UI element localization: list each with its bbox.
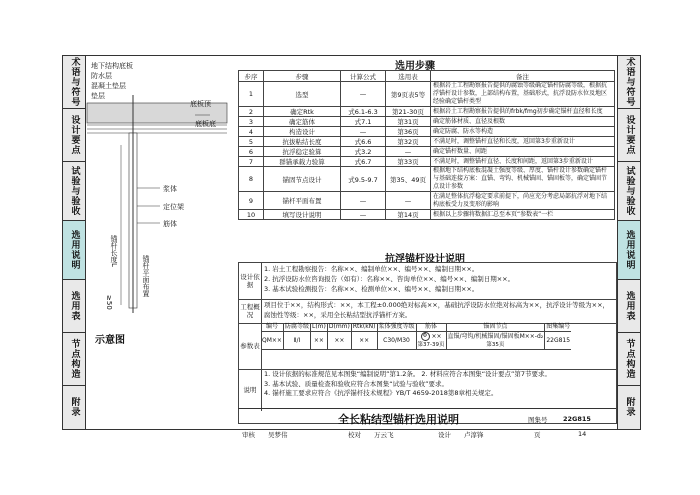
note-1-text: 1. 设计依据的标准规范见本图集“编制说明”第1.2条。 <box>264 370 420 378</box>
step-note: 确定锚杆数量、间距 <box>431 147 615 157</box>
step-note: 根据以上步骤将数据汇总至本页“参数表”一栏 <box>431 210 615 220</box>
overview-text: 项目位于××，结构形式：××，本工程±0.000绝对标高××，基础抗浮设防水位绝对标高为××，抗浮设计等级为××，腐蚀性等级：××，采用全长粘结型抗浮锚杆方案。 <box>264 301 610 319</box>
param-v-atlas: 22G815 <box>545 332 572 350</box>
param-h-grade: 防腐等级 <box>284 323 309 330</box>
step-name: 抗拔粘结长度 <box>264 137 341 147</box>
step-note: 确定筋体材质、直径及根数 <box>431 117 615 127</box>
step-formula: 式6.7 <box>341 157 386 167</box>
steps-row <box>239 147 615 157</box>
step-no: 6 <box>239 147 264 157</box>
label-grout: 浆体 <box>163 185 177 193</box>
step-formula: — <box>341 82 386 107</box>
param-sub-1: 第37-39页 <box>417 342 445 348</box>
note-3: 3. 基本试验、质量检查和验收应符合本图集“试验与验收”要求。 <box>264 379 449 388</box>
step-name: 锚杆平面布置 <box>264 192 341 210</box>
page-label: 页 <box>534 431 541 439</box>
step-formula: 式7.1 <box>341 117 386 127</box>
label-spacer: 定位架 <box>163 203 184 211</box>
left-nav-selection-notes[interactable]: 选用说明 <box>63 221 85 280</box>
steps-row <box>239 192 615 210</box>
param-h-l: L(m) <box>311 323 326 330</box>
step-table: 第36页 <box>386 127 431 137</box>
right-nav-selection-table[interactable]: 选用表 <box>618 280 640 333</box>
step-note: 不满足时，调整锚杆直径和长度，返回第3步重新设计 <box>431 137 615 147</box>
steps-body <box>239 82 615 220</box>
step-no: 1 <box>239 82 264 107</box>
step-formula: 式3.2 <box>341 147 386 157</box>
param-h-id: 编号 <box>261 323 283 332</box>
step-formula: — <box>341 210 386 220</box>
param-h-atlas: 图集编号 <box>546 323 571 330</box>
left-nav-terms[interactable]: 术语与符号 <box>63 56 85 109</box>
notes-text <box>264 370 614 399</box>
step-table: 第31页 <box>386 117 431 127</box>
left-nav-appendix[interactable]: 附录 <box>69 397 80 417</box>
steps-title: 选用步骤 <box>395 61 435 72</box>
right-nav-node[interactable]: 节点构造 <box>618 333 640 386</box>
step-formula: 式6.6 <box>341 137 386 147</box>
left-nav <box>62 55 86 430</box>
steps-header-formula: 计算公式 <box>341 71 386 82</box>
param-h-bar: 筋体 <box>416 323 446 332</box>
atlas-number: 22G815 <box>563 415 591 423</box>
notes-label: 说明 <box>239 369 262 411</box>
step-no: 8 <box>239 167 264 192</box>
step-no: 7 <box>239 157 264 167</box>
steps-row <box>239 167 615 192</box>
anchor-diagram-svg <box>85 55 235 355</box>
page-number: 14 <box>578 430 587 438</box>
right-nav <box>617 55 641 430</box>
basis-line-1: 1. 岩土工程勘察报告：名称××、编制单位××、编号××、编制日期××。 <box>264 265 479 273</box>
step-table: 第9页表5等 <box>386 82 431 107</box>
step-name: 填写设计说明 <box>264 210 341 220</box>
steps-header-table: 选用表 <box>386 71 431 82</box>
param-sub-2: 第35页 <box>486 341 505 348</box>
param-v-grade: Ⅱ/Ⅰ <box>283 332 310 350</box>
param-h-grout: 浆体强度等级 <box>378 323 415 330</box>
steps-header-step: 步骤 <box>264 71 341 82</box>
step-no: 5 <box>239 137 264 147</box>
step-note: 确定防腐、防水等构造 <box>431 127 615 137</box>
steps-header-no: 步序 <box>239 71 264 82</box>
step-note: 在满足整体抗浮稳定要求前提下，尚应充分考虑局部抗浮对地下结构底板受力及变形的影响 <box>431 192 615 210</box>
steps-row <box>239 127 615 137</box>
param-table <box>261 323 571 350</box>
param-header-row <box>261 323 571 332</box>
example-title: 抗浮锚杆设计说明 <box>385 254 465 265</box>
step-name: 抗浮稳定验算 <box>264 147 341 157</box>
design-label: 设计 <box>438 431 451 439</box>
param-h-d: D(mm) <box>328 323 350 330</box>
label-slab-top: 底板顶 <box>190 100 211 108</box>
step-table: 第33页 <box>386 157 431 167</box>
step-formula: 式9.5-9.7 <box>341 167 386 192</box>
step-no: 2 <box>239 107 264 117</box>
left-nav-node[interactable]: 节点构造 <box>63 333 85 386</box>
step-table: 第32页 <box>386 137 431 147</box>
overview-label: 工程概况 <box>239 299 262 323</box>
right-nav-selection-notes[interactable]: 选用说明 <box>618 221 640 280</box>
review-label: 审核 <box>242 431 255 439</box>
check-name: 万云飞 <box>374 431 394 439</box>
bar-symbol-icon: Φ <box>421 332 430 341</box>
step-note: 根据地下结构底板混凝土强度等级、厚度、锚杆设计参数确定锚杆与基础连接方案：直锚、弯钩、机械锚固、锚固板等，确定锚固节点设计参数 <box>431 167 615 192</box>
steps-table <box>238 70 615 220</box>
param-v-bar <box>416 332 446 350</box>
step-no: 9 <box>239 192 264 210</box>
layer-bed: 垫层 <box>91 92 105 100</box>
overview-row <box>239 299 616 324</box>
step-name: 确定筋体 <box>264 117 341 127</box>
step-note: 根据岩土工程勘察报告提供的frbk/fmg初步确定锚杆直径和长度 <box>431 107 615 117</box>
param-h-node: 锚固节点 <box>446 323 545 332</box>
basis-label: 设计依据 <box>239 263 262 299</box>
right-nav-design[interactable]: 设计要点 <box>618 109 640 162</box>
label-length: 锚杆长度L <box>110 235 118 267</box>
param-v-node <box>446 332 545 350</box>
step-name: 锚固节点设计 <box>264 167 341 192</box>
steps-row <box>239 210 615 220</box>
step-note: 不满足时，调整锚杆直径、长度和间距，返回第3步重新设计 <box>431 157 615 167</box>
steps-row <box>239 107 615 117</box>
title-block <box>238 408 616 441</box>
note-1 <box>264 370 614 380</box>
step-note: 根据岩土工程勘察报告提供的腐蚀等级确定锚杆防腐等级，根据抗浮锚杆设计参数，上部结构布置，基础形式，抗浮设防水位及地区经验确定锚杆类型 <box>431 82 615 107</box>
step-formula: — <box>341 192 386 210</box>
note-4: 4. 锚杆施工要求应符合《抗浮锚杆技术规程》YB/T 4659-2018第8章相关规定。 <box>264 389 498 397</box>
example-box <box>238 262 617 424</box>
right-nav-terms[interactable]: 术语与符号 <box>618 56 640 109</box>
step-no: 10 <box>239 210 264 220</box>
basis-line-2: 2. 抗浮设防水位咨询报告（如有）：名称××、咨询单位××、编号××、编制日期××。 <box>264 275 515 283</box>
param-row <box>239 323 616 370</box>
left-nav-selection-table[interactable]: 选用表 <box>63 280 85 333</box>
check-label: 校对 <box>348 431 361 439</box>
param-v-node-text: 直锚/弯钩/机械锚固/锚固板M××-d₂ <box>447 332 544 340</box>
steps-header-row <box>239 71 615 82</box>
param-h-rtk: Rtk(kN) <box>352 323 376 330</box>
param-v-grout: C30/M30 <box>377 332 416 350</box>
param-label: 参数表 <box>239 323 262 369</box>
label-hole: 锚杆平面布置 <box>142 255 150 297</box>
step-no: 4 <box>239 127 264 137</box>
left-nav-test[interactable]: 试验与验收 <box>63 162 85 221</box>
basis-line-3: 3. 基本试验检测报告：名称××、检测单位××、编号××、编制日期××。 <box>264 285 479 293</box>
basis-text <box>264 264 614 294</box>
note-2-text: 2. 材料应符合本图集“设计要点”第7节要求。 <box>421 370 552 378</box>
basis-row <box>239 263 616 300</box>
steps-row <box>239 137 615 147</box>
sheet-title: 全长粘结型锚杆选用说明 <box>338 413 459 426</box>
label-d50: ≥50 <box>105 295 113 310</box>
step-name: 选型 <box>264 82 341 107</box>
steps-header-note: 备注 <box>431 71 615 82</box>
param-v-rtk: ×× <box>351 332 377 350</box>
param-v-bar-text: ×× <box>431 333 442 340</box>
step-name: 构造设计 <box>264 127 341 137</box>
steps-row <box>239 82 615 107</box>
design-name: 卢淳锋 <box>464 431 484 439</box>
atlas-label: 图集号 <box>528 416 548 424</box>
step-table: 第21-30页 <box>386 107 431 117</box>
label-bar: 筋体 <box>163 220 177 228</box>
layer-slab: 地下结构底板 <box>91 62 133 70</box>
layer-concrete: 混凝土垫层 <box>91 82 126 90</box>
step-table: 第14页 <box>386 210 431 220</box>
param-v-l: ×× <box>310 332 327 350</box>
left-nav-design[interactable]: 设计要点 <box>63 109 85 162</box>
notes-row <box>239 369 616 411</box>
step-formula: 式6.1-6.3 <box>341 107 386 117</box>
param-v-id: QM×× <box>261 332 283 350</box>
steps-row <box>239 157 615 167</box>
step-name: 确定Rtk <box>264 107 341 117</box>
step-table: 第35、49页 <box>386 167 431 192</box>
param-v-d: ×× <box>327 332 351 350</box>
step-table: — <box>386 147 431 157</box>
steps-row <box>239 117 615 127</box>
param-value-row <box>261 332 571 350</box>
step-name: 群锚承载力验算 <box>264 157 341 167</box>
step-formula: — <box>341 127 386 137</box>
step-no: 3 <box>239 117 264 127</box>
label-slab-bottom: 底板底 <box>195 120 216 128</box>
signature-row <box>238 429 616 442</box>
review-name: 吴梦伟 <box>268 431 288 439</box>
anchor-diagram <box>85 55 235 355</box>
right-nav-test[interactable]: 试验与验收 <box>618 162 640 221</box>
step-table: — <box>386 192 431 210</box>
right-nav-appendix[interactable]: 附录 <box>624 397 635 417</box>
diagram-caption: 示意图 <box>95 335 125 346</box>
layer-waterproof: 防水层 <box>91 72 112 80</box>
